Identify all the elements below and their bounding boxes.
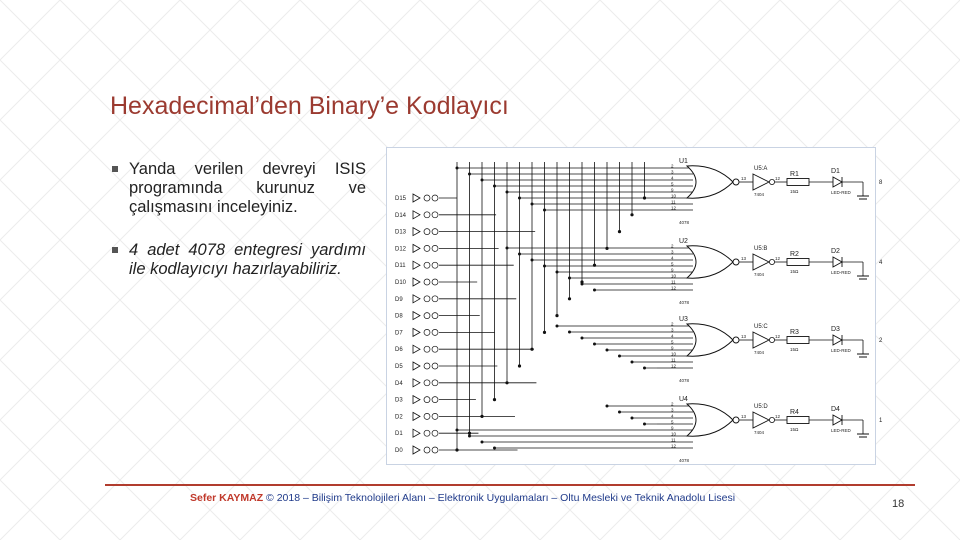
junction-dot bbox=[643, 367, 646, 370]
junction-dot bbox=[518, 253, 521, 256]
inverter-label: U5:A bbox=[754, 166, 768, 172]
junction-dot bbox=[618, 355, 621, 358]
inverter-label: U5:C bbox=[754, 324, 768, 330]
switch-contact bbox=[432, 329, 438, 335]
chip-label: 7404 bbox=[754, 430, 765, 435]
pin-number: 2 bbox=[671, 163, 674, 169]
switch-contact bbox=[424, 346, 430, 352]
junction-dot bbox=[568, 277, 571, 280]
pin-number: 3 bbox=[671, 407, 674, 413]
gate-bubble bbox=[733, 417, 739, 423]
led-label: D2 bbox=[831, 248, 840, 255]
pin-number: 12 bbox=[671, 205, 677, 211]
led-label: D3 bbox=[831, 326, 840, 333]
junction-dot bbox=[506, 247, 509, 250]
led-symbol bbox=[833, 335, 842, 345]
switch-contact bbox=[432, 296, 438, 302]
inverter-bubble bbox=[769, 417, 774, 422]
junction-dot bbox=[605, 247, 608, 250]
pin-number: 2 bbox=[671, 243, 674, 249]
led-symbol bbox=[833, 177, 842, 187]
switch-contact bbox=[432, 195, 438, 201]
resistor bbox=[787, 417, 809, 424]
junction-dot bbox=[505, 381, 508, 384]
or-gate bbox=[687, 404, 733, 436]
pin-number: 11 bbox=[671, 199, 676, 205]
chip-label: 4078 bbox=[679, 220, 690, 225]
junction-dot bbox=[543, 331, 546, 334]
switch-contact bbox=[432, 212, 438, 218]
inverter-gate bbox=[753, 254, 769, 270]
input-label: D0 bbox=[395, 448, 403, 454]
input-terminal bbox=[413, 345, 420, 353]
input-label: D11 bbox=[395, 263, 406, 270]
input-terminal bbox=[413, 211, 420, 219]
switch-contact bbox=[432, 363, 438, 369]
switch-contact bbox=[432, 413, 438, 419]
input-label: D3 bbox=[395, 397, 403, 404]
junction-dot bbox=[493, 185, 496, 188]
pin-number: 11 bbox=[671, 357, 676, 363]
switch-contact bbox=[424, 262, 430, 268]
switch-contact bbox=[432, 313, 438, 319]
bullet-item bbox=[112, 241, 366, 279]
led-symbol bbox=[833, 415, 842, 425]
resistor-value: 15Ω bbox=[790, 347, 799, 352]
junction-dot bbox=[581, 337, 584, 340]
inverter-label: U5:B bbox=[754, 246, 768, 252]
or-gate bbox=[687, 166, 733, 198]
input-label: D10 bbox=[395, 280, 407, 286]
pin-number: 13 bbox=[741, 256, 747, 261]
switch-contact bbox=[432, 279, 438, 285]
input-terminal bbox=[413, 244, 420, 252]
inverter-gate bbox=[753, 174, 769, 190]
footer-divider bbox=[105, 484, 915, 486]
input-label: D15 bbox=[395, 196, 407, 202]
output-value: 8 bbox=[879, 180, 883, 186]
junction-dot bbox=[581, 283, 584, 286]
junction-dot bbox=[618, 230, 621, 233]
switch-contact bbox=[432, 380, 438, 386]
pin-number: 4 bbox=[671, 175, 674, 181]
junction-dot bbox=[531, 259, 534, 262]
junction-dot bbox=[555, 314, 558, 317]
led-type: LED-RED bbox=[831, 190, 851, 195]
chip-label: 7404 bbox=[754, 192, 765, 197]
pin-number: 4 bbox=[671, 413, 674, 419]
chip-label: 7404 bbox=[754, 350, 765, 355]
pin-number: 9 bbox=[671, 345, 674, 351]
junction-dot bbox=[468, 435, 471, 438]
pin-number: 12 bbox=[775, 256, 781, 261]
inverter-bubble bbox=[769, 337, 774, 342]
junction-dot bbox=[518, 364, 521, 367]
junction-dot bbox=[480, 415, 483, 418]
input-terminal bbox=[413, 446, 420, 454]
output-value: 1 bbox=[879, 418, 883, 424]
input-terminal bbox=[413, 379, 420, 387]
resistor-value: 15Ω bbox=[790, 427, 799, 432]
bullet-text: Yanda verilen devreyi ISIS programında kurunuz ve çalışmasını inceleyiniz. bbox=[129, 160, 366, 216]
switch-contact bbox=[424, 212, 430, 218]
resistor-value: 15Ω bbox=[790, 189, 799, 194]
input-label: D6 bbox=[395, 347, 403, 354]
footer-text bbox=[190, 492, 735, 504]
pin-number: 9 bbox=[671, 267, 674, 273]
led-label: D4 bbox=[831, 406, 840, 413]
junction-dot bbox=[543, 209, 546, 212]
resistor-label: R2 bbox=[790, 251, 799, 258]
input-terminal bbox=[413, 278, 420, 286]
switch-contact bbox=[424, 363, 430, 369]
pin-number: 12 bbox=[671, 443, 677, 449]
gate-label: U2 bbox=[679, 238, 688, 245]
switch-contact bbox=[432, 346, 438, 352]
junction-dot bbox=[556, 325, 559, 328]
junction-dot bbox=[531, 203, 534, 206]
switch-contact bbox=[432, 397, 438, 403]
pin-number: 10 bbox=[671, 431, 677, 437]
pin-number: 5 bbox=[671, 419, 674, 425]
input-label: D13 bbox=[395, 229, 407, 236]
resistor-label: R1 bbox=[790, 171, 799, 178]
resistor-label: R4 bbox=[790, 409, 799, 416]
footer-credits: © 2018 – Bilişim Teknolojileri Alanı – Elektronik Uygulamaları – Oltu Mesleki ve Teknik Anadolu Lisesi bbox=[263, 492, 736, 504]
input-label: D2 bbox=[395, 414, 403, 421]
pin-number: 10 bbox=[671, 193, 677, 199]
input-label: D1 bbox=[395, 431, 403, 438]
input-label: D8 bbox=[395, 313, 403, 320]
junction-dot bbox=[568, 297, 571, 300]
pin-number: 9 bbox=[671, 425, 674, 431]
switch-contact bbox=[424, 380, 430, 386]
page-number: 18 bbox=[892, 498, 905, 510]
junction-dot bbox=[506, 191, 509, 194]
switch-contact bbox=[424, 229, 430, 235]
pin-number: 10 bbox=[671, 273, 677, 279]
resistor bbox=[787, 259, 809, 266]
pin-number: 2 bbox=[671, 401, 674, 407]
pin-number: 9 bbox=[671, 187, 674, 193]
input-terminal bbox=[413, 194, 420, 202]
junction-dot bbox=[593, 289, 596, 292]
junction-dot bbox=[493, 447, 496, 450]
pin-number: 11 bbox=[671, 437, 676, 443]
junction-dot bbox=[481, 179, 484, 182]
input-label: D7 bbox=[395, 330, 403, 337]
led-symbol bbox=[833, 257, 842, 267]
junction-dot bbox=[556, 271, 559, 274]
input-terminal bbox=[413, 261, 420, 269]
or-gate bbox=[687, 246, 733, 278]
resistor-label: R3 bbox=[790, 329, 799, 336]
input-label: D9 bbox=[395, 296, 403, 303]
junction-dot bbox=[530, 348, 533, 351]
pin-number: 12 bbox=[775, 176, 781, 181]
pin-number: 12 bbox=[671, 285, 677, 291]
inverter-bubble bbox=[769, 259, 774, 264]
switch-contact bbox=[424, 397, 430, 403]
junction-dot bbox=[593, 343, 596, 346]
pin-number: 5 bbox=[671, 339, 674, 345]
junction-dot bbox=[643, 423, 646, 426]
inverter-gate bbox=[753, 412, 769, 428]
input-terminal bbox=[413, 312, 420, 320]
switch-contact bbox=[424, 195, 430, 201]
input-terminal bbox=[413, 295, 420, 303]
switch-contact bbox=[424, 313, 430, 319]
junction-dot bbox=[455, 448, 458, 451]
pin-number: 12 bbox=[775, 414, 781, 419]
junction-dot bbox=[456, 167, 459, 170]
circuit-diagram bbox=[386, 147, 883, 465]
switch-contact bbox=[432, 229, 438, 235]
gate-label: U3 bbox=[679, 316, 688, 323]
bullet-text: 4 adet 4078 entegresi yardımı ile kodlayıcıyı hazırlayabiliriz. bbox=[129, 241, 366, 278]
input-terminal bbox=[413, 362, 420, 370]
bullet-marker bbox=[112, 247, 118, 253]
chip-label: 4078 bbox=[679, 378, 690, 383]
led-type: LED-RED bbox=[831, 428, 851, 433]
circuit-schematic bbox=[387, 148, 883, 464]
pin-number: 5 bbox=[671, 261, 674, 267]
led-label: D1 bbox=[831, 168, 840, 175]
junction-dot bbox=[468, 432, 471, 435]
input-terminal bbox=[413, 228, 420, 236]
switch-contact bbox=[432, 430, 438, 436]
pin-number: 4 bbox=[671, 255, 674, 261]
gate-label: U4 bbox=[679, 396, 688, 403]
input-label: D4 bbox=[395, 380, 403, 387]
pin-number: 3 bbox=[671, 327, 674, 333]
bullet-item bbox=[112, 160, 366, 217]
led-type: LED-RED bbox=[831, 348, 851, 353]
input-terminal bbox=[413, 412, 420, 420]
inverter-label: U5:D bbox=[754, 404, 768, 410]
pin-number: 2 bbox=[671, 321, 674, 327]
junction-dot bbox=[618, 411, 621, 414]
resistor-value: 15Ω bbox=[790, 269, 799, 274]
switch-contact bbox=[432, 447, 438, 453]
switch-contact bbox=[424, 279, 430, 285]
bullet-list bbox=[112, 160, 366, 303]
chip-label: 4078 bbox=[679, 458, 690, 463]
resistor bbox=[787, 337, 809, 344]
chip-label: 7404 bbox=[754, 272, 765, 277]
bullet-marker bbox=[112, 166, 118, 172]
junction-dot bbox=[631, 361, 634, 364]
junction-dot bbox=[543, 265, 546, 268]
input-label: D5 bbox=[395, 364, 403, 370]
pin-number: 11 bbox=[671, 279, 676, 285]
slide-title: Hexadecimal’den Binary’e Kodlayıcı bbox=[110, 92, 509, 120]
junction-dot bbox=[468, 173, 471, 176]
junction-dot bbox=[631, 417, 634, 420]
pin-number: 12 bbox=[671, 363, 677, 369]
switch-contact bbox=[424, 296, 430, 302]
pin-number: 13 bbox=[741, 414, 747, 419]
junction-dot bbox=[606, 405, 609, 408]
gate-label: U1 bbox=[679, 158, 688, 165]
pin-number: 10 bbox=[671, 351, 677, 357]
led-type: LED-RED bbox=[831, 270, 851, 275]
pin-number: 13 bbox=[741, 334, 747, 339]
gate-bubble bbox=[733, 337, 739, 343]
input-terminal bbox=[413, 328, 420, 336]
pin-number: 4 bbox=[671, 333, 674, 339]
switch-contact bbox=[424, 430, 430, 436]
pin-number: 3 bbox=[671, 249, 674, 255]
gate-bubble bbox=[733, 179, 739, 185]
switch-contact bbox=[424, 245, 430, 251]
junction-dot bbox=[493, 398, 496, 401]
junction-dot bbox=[518, 197, 521, 200]
junction-dot bbox=[456, 429, 459, 432]
switch-contact bbox=[432, 245, 438, 251]
pin-number: 13 bbox=[741, 176, 747, 181]
switch-contact bbox=[432, 262, 438, 268]
output-value: 4 bbox=[879, 260, 883, 266]
chip-label: 4078 bbox=[679, 300, 690, 305]
resistor bbox=[787, 179, 809, 186]
pin-number: 5 bbox=[671, 181, 674, 187]
output-value: 2 bbox=[879, 338, 883, 344]
pin-number: 3 bbox=[671, 169, 674, 175]
pin-number: 12 bbox=[775, 334, 781, 339]
input-label: D14 bbox=[395, 212, 407, 219]
input-terminal bbox=[413, 396, 420, 404]
input-label: D12 bbox=[395, 246, 407, 253]
inverter-bubble bbox=[769, 179, 774, 184]
junction-dot bbox=[481, 441, 484, 444]
footer-author: Sefer KAYMAZ bbox=[190, 492, 264, 504]
switch-contact bbox=[424, 447, 430, 453]
junction-dot bbox=[568, 331, 571, 334]
junction-dot bbox=[630, 213, 633, 216]
inverter-gate bbox=[753, 332, 769, 348]
gate-bubble bbox=[733, 259, 739, 265]
switch-contact bbox=[424, 413, 430, 419]
switch-contact bbox=[424, 329, 430, 335]
or-gate bbox=[687, 324, 733, 356]
junction-dot bbox=[606, 349, 609, 352]
input-terminal bbox=[413, 429, 420, 437]
